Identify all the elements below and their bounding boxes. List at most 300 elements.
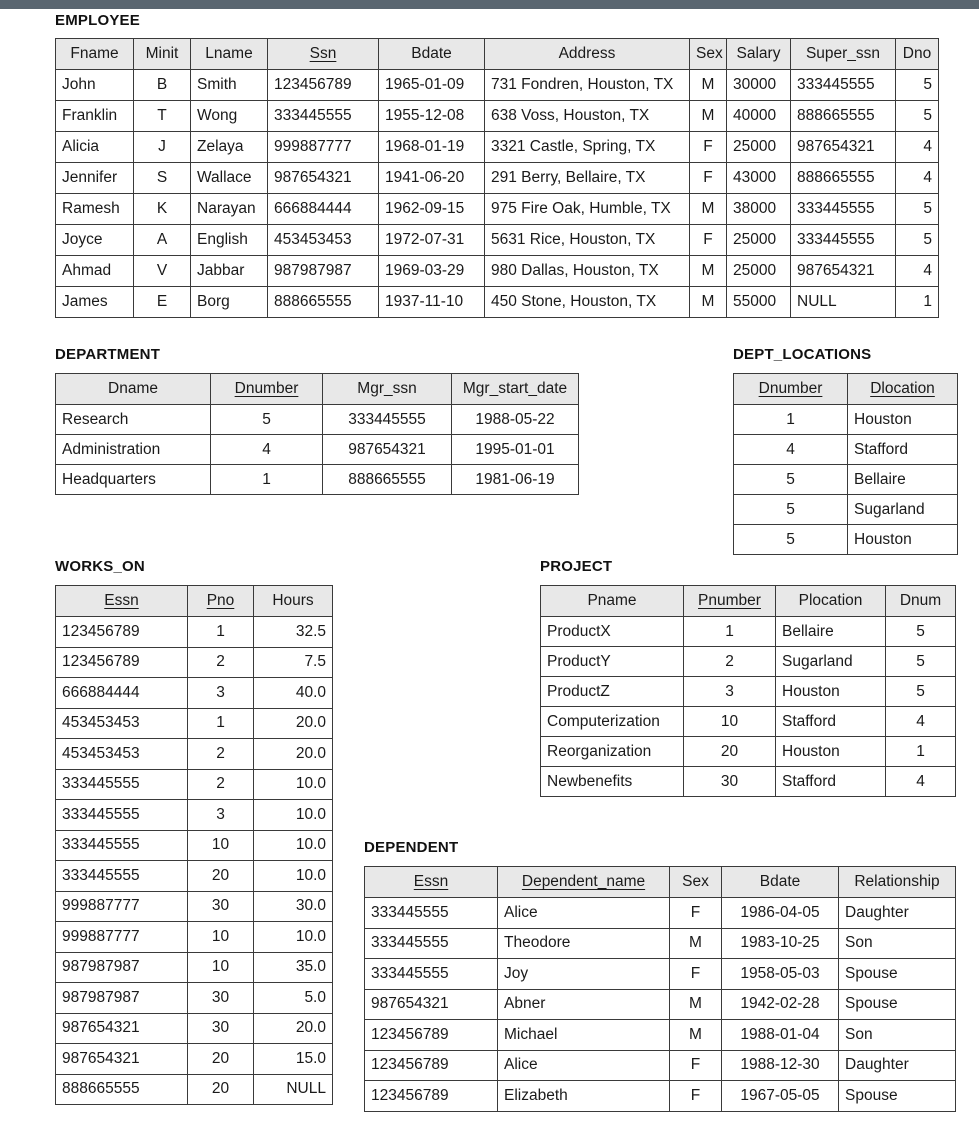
table-row [56,708,333,739]
table-cell: 888665555 [268,287,379,318]
table-cell: M [690,194,727,225]
table-cell: 2 [188,739,254,770]
table-row [365,898,956,929]
table-cell: 3 [188,678,254,709]
table-row [734,495,958,525]
table-row [365,1050,956,1081]
table-cell: 5 [734,525,848,555]
table-row [56,952,333,983]
table-cell: 123456789 [365,1020,498,1051]
table-cell: 123456789 [268,70,379,101]
table-cell: 980 Dallas, Houston, TX [485,256,690,287]
table-cell: 25000 [727,132,791,163]
table-row [56,617,333,648]
table-cell: Houston [776,677,886,707]
table-cell: Son [839,928,956,959]
table-cell: 1937-11-10 [379,287,485,318]
column-header: Dnum [886,586,956,617]
table-cell: M [690,256,727,287]
table-cell: 1955-12-08 [379,101,485,132]
column-header: Salary [727,39,791,70]
table-cell: M [690,70,727,101]
table-cell: 25000 [727,256,791,287]
table-row [56,800,333,831]
table-cell: 10.0 [254,861,333,892]
table-row [541,647,956,677]
employee-table [55,38,939,318]
table-cell: Stafford [776,707,886,737]
table-cell: A [134,225,191,256]
table-row [541,737,956,767]
table-cell: Borg [191,287,268,318]
table-row [56,256,939,287]
table-cell: 4 [896,163,939,194]
table-cell: 1968-01-19 [379,132,485,163]
table-cell: 987987987 [56,952,188,983]
table-cell: 3 [188,800,254,831]
table-cell: 666884444 [56,678,188,709]
column-header: Address [485,39,690,70]
table-cell: Jabbar [191,256,268,287]
table-row [56,163,939,194]
header-row [734,374,958,405]
table-cell: 5 [886,617,956,647]
table-cell: Daughter [839,898,956,929]
table-cell: 4 [211,435,323,465]
table-row [734,435,958,465]
table-cell: 7.5 [254,647,333,678]
table-cell: 5631 Rice, Houston, TX [485,225,690,256]
table-cell: 40.0 [254,678,333,709]
column-header: Sex [690,39,727,70]
table-cell: K [134,194,191,225]
table-cell: Alice [498,898,670,929]
table-cell: 10.0 [254,800,333,831]
table-row [56,647,333,678]
table-cell: 5 [896,70,939,101]
table-cell: Houston [776,737,886,767]
table-cell: Houston [848,525,958,555]
table-cell: 30 [684,767,776,797]
table-row [56,1013,333,1044]
table-cell: 1969-03-29 [379,256,485,287]
table-cell: 999887777 [268,132,379,163]
column-header: Minit [134,39,191,70]
table-cell: 10 [188,952,254,983]
table-cell: Ramesh [56,194,134,225]
table-cell: Alicia [56,132,134,163]
table-row [56,891,333,922]
table-cell: F [690,225,727,256]
table-cell: 1 [684,617,776,647]
table-cell: 4 [896,132,939,163]
table-cell: 1962-09-15 [379,194,485,225]
table-row [56,830,333,861]
table-cell: Spouse [839,1081,956,1112]
table-cell: 333445555 [56,769,188,800]
column-header: Pno [188,586,254,617]
table-row [541,707,956,737]
table-cell: Joyce [56,225,134,256]
table-cell: 333445555 [791,194,896,225]
table-cell: Elizabeth [498,1081,670,1112]
table-cell: F [670,1081,722,1112]
table-cell: 987987987 [268,256,379,287]
table-cell: 5 [896,194,939,225]
table-cell: 1988-05-22 [452,405,579,435]
table-row [365,989,956,1020]
table-cell: 4 [886,707,956,737]
table-cell: 1981-06-19 [452,465,579,495]
table-cell: F [670,959,722,990]
table-cell: 333445555 [365,959,498,990]
table-cell: 15.0 [254,1044,333,1075]
table-cell: Ahmad [56,256,134,287]
table-cell: 453453453 [56,708,188,739]
table-cell: Computerization [541,707,684,737]
table-row [56,101,939,132]
table-cell: 987654321 [323,435,452,465]
table-cell: Franklin [56,101,134,132]
table-cell: 3 [684,677,776,707]
table-cell: 20.0 [254,739,333,770]
table-cell: 1 [734,405,848,435]
table-cell: 975 Fire Oak, Humble, TX [485,194,690,225]
table-cell: ProductZ [541,677,684,707]
column-header: Plocation [776,586,886,617]
table-cell: M [670,1020,722,1051]
table-cell: 1986-04-05 [722,898,839,929]
table-cell: 123456789 [56,617,188,648]
table-cell: Michael [498,1020,670,1051]
table-cell: V [134,256,191,287]
table-cell: 5 [734,495,848,525]
column-header: Bdate [379,39,485,70]
table-cell: 20 [684,737,776,767]
table-row [56,405,579,435]
table-row [56,1044,333,1075]
table-cell: 10.0 [254,830,333,861]
table-cell: 10 [188,830,254,861]
table-cell: 20 [188,861,254,892]
table-cell: Wong [191,101,268,132]
table-row [541,767,956,797]
table-cell: Theodore [498,928,670,959]
column-header: Lname [191,39,268,70]
column-header: Fname [56,39,134,70]
column-header: Relationship [839,867,956,898]
table-row [56,769,333,800]
table-row [56,287,939,318]
header-row [56,374,579,405]
table-cell: 453453453 [268,225,379,256]
table-cell: 666884444 [268,194,379,225]
table-cell: 5 [211,405,323,435]
table-cell: 5 [734,465,848,495]
table-cell: Research [56,405,211,435]
table-row [56,739,333,770]
employee-title: EMPLOYEE [55,12,140,29]
table-cell: F [670,1050,722,1081]
dept-locations-table [733,373,958,555]
table-cell: 30000 [727,70,791,101]
column-header: Sex [670,867,722,898]
table-cell: 987654321 [791,132,896,163]
table-cell: 888665555 [323,465,452,495]
table-cell: 333445555 [365,898,498,929]
table-cell: Headquarters [56,465,211,495]
table-cell: Spouse [839,959,956,990]
table-cell: 35.0 [254,952,333,983]
header-row [56,586,333,617]
column-header: Ssn [268,39,379,70]
table-cell: 30 [188,983,254,1014]
table-cell: M [690,287,727,318]
table-cell: 888665555 [791,101,896,132]
table-cell: 5 [886,677,956,707]
table-cell: 1995-01-01 [452,435,579,465]
table-row [365,928,956,959]
table-cell: 987654321 [56,1013,188,1044]
table-cell: 2 [188,647,254,678]
table-cell: Abner [498,989,670,1020]
column-header: Dlocation [848,374,958,405]
table-cell: Stafford [776,767,886,797]
table-row [56,678,333,709]
project-table [540,585,956,797]
table-cell: 291 Berry, Bellaire, TX [485,163,690,194]
table-cell: 4 [734,435,848,465]
table-cell: J [134,132,191,163]
column-header: Dno [896,39,939,70]
table-cell: 987654321 [56,1044,188,1075]
table-cell: 987654321 [268,163,379,194]
table-cell: 1941-06-20 [379,163,485,194]
table-cell: 987654321 [365,989,498,1020]
table-cell: M [670,928,722,959]
table-row [734,525,958,555]
header-row [365,867,956,898]
table-cell: 999887777 [56,891,188,922]
department-title: DEPARTMENT [55,346,161,363]
table-cell: 10 [188,922,254,953]
table-cell: 333445555 [56,830,188,861]
table-cell: M [690,101,727,132]
table-row [734,465,958,495]
table-cell: S [134,163,191,194]
table-cell: 333445555 [365,928,498,959]
table-cell: John [56,70,134,101]
table-cell: 1 [188,708,254,739]
table-cell: 123456789 [365,1081,498,1112]
table-cell: Narayan [191,194,268,225]
table-cell: 1942-02-28 [722,989,839,1020]
table-cell: 999887777 [56,922,188,953]
department-table [55,373,579,495]
table-cell: Sugarland [848,495,958,525]
table-cell: 40000 [727,101,791,132]
column-header: Hours [254,586,333,617]
top-bar [0,0,979,9]
table-cell: Smith [191,70,268,101]
table-cell: 25000 [727,225,791,256]
table-cell: 1 [886,737,956,767]
table-cell: 333445555 [56,800,188,831]
table-cell: Zelaya [191,132,268,163]
table-cell: 333445555 [791,70,896,101]
table-row [56,861,333,892]
table-row [56,194,939,225]
table-cell: 1 [211,465,323,495]
table-cell: 333445555 [56,861,188,892]
table-row [56,465,579,495]
header-row [541,586,956,617]
works-on-table [55,585,333,1105]
table-cell: 20 [188,1044,254,1075]
table-cell: M [670,989,722,1020]
table-cell: 1958-05-03 [722,959,839,990]
table-cell: NULL [791,287,896,318]
table-cell: Spouse [839,989,956,1020]
table-cell: Reorganization [541,737,684,767]
table-cell: 30 [188,891,254,922]
table-cell: 987654321 [791,256,896,287]
table-row [56,132,939,163]
table-cell: 5.0 [254,983,333,1014]
table-row [56,435,579,465]
table-row [734,405,958,435]
table-row [56,1074,333,1105]
table-cell: 32.5 [254,617,333,648]
table-cell: F [690,132,727,163]
table-cell: NULL [254,1074,333,1105]
table-cell: 20 [188,1074,254,1105]
column-header: Dnumber [734,374,848,405]
table-cell: 123456789 [365,1050,498,1081]
column-header: Mgr_start_date [452,374,579,405]
table-cell: English [191,225,268,256]
column-header: Mgr_ssn [323,374,452,405]
table-cell: 1967-05-05 [722,1081,839,1112]
table-cell: T [134,101,191,132]
table-cell: 731 Fondren, Houston, TX [485,70,690,101]
table-cell: 30.0 [254,891,333,922]
table-cell: Bellaire [776,617,886,647]
table-cell: 987987987 [56,983,188,1014]
table-cell: 333445555 [268,101,379,132]
table-cell: 30 [188,1013,254,1044]
column-header: Essn [365,867,498,898]
table-cell: Son [839,1020,956,1051]
column-header: Super_ssn [791,39,896,70]
dependent-table [364,866,956,1112]
table-cell: 2 [684,647,776,677]
table-row [365,1081,956,1112]
table-cell: 10 [684,707,776,737]
table-cell: 638 Voss, Houston, TX [485,101,690,132]
table-cell: 1983-10-25 [722,928,839,959]
table-cell: 1988-01-04 [722,1020,839,1051]
table-cell: 4 [896,256,939,287]
works-on-title: WORKS_ON [55,558,145,575]
table-cell: Wallace [191,163,268,194]
table-cell: 123456789 [56,647,188,678]
table-cell: 5 [896,225,939,256]
column-header: Dname [56,374,211,405]
table-cell: 2 [188,769,254,800]
table-cell: 43000 [727,163,791,194]
table-cell: 888665555 [791,163,896,194]
table-cell: 450 Stone, Houston, TX [485,287,690,318]
table-row [541,677,956,707]
table-cell: Bellaire [848,465,958,495]
table-cell: ProductX [541,617,684,647]
dependent-title: DEPENDENT [364,839,459,856]
table-cell: Daughter [839,1050,956,1081]
table-cell: Jennifer [56,163,134,194]
table-cell: 55000 [727,287,791,318]
table-cell: 1988-12-30 [722,1050,839,1081]
project-title: PROJECT [540,558,613,575]
table-cell: Newbenefits [541,767,684,797]
table-row [56,922,333,953]
table-cell: Alice [498,1050,670,1081]
table-cell: F [690,163,727,194]
table-row [365,959,956,990]
table-cell: Joy [498,959,670,990]
table-cell: 5 [896,101,939,132]
table-row [56,70,939,101]
table-cell: 4 [886,767,956,797]
table-row [56,983,333,1014]
table-cell: 333445555 [323,405,452,435]
table-cell: 453453453 [56,739,188,770]
table-cell: 1 [896,287,939,318]
table-cell: B [134,70,191,101]
table-cell: 333445555 [791,225,896,256]
table-cell: Stafford [848,435,958,465]
table-cell: 1972-07-31 [379,225,485,256]
table-cell: F [670,898,722,929]
table-row [541,617,956,647]
column-header: Pnumber [684,586,776,617]
column-header: Essn [56,586,188,617]
table-cell: 5 [886,647,956,677]
table-cell: 1 [188,617,254,648]
table-cell: E [134,287,191,318]
dept-locations-title: DEPT_LOCATIONS [733,346,872,363]
column-header: Dependent_name [498,867,670,898]
table-row [365,1020,956,1051]
table-cell: James [56,287,134,318]
header-row [56,39,939,70]
column-header: Pname [541,586,684,617]
table-cell: ProductY [541,647,684,677]
table-row [56,225,939,256]
table-cell: Sugarland [776,647,886,677]
table-cell: 38000 [727,194,791,225]
table-cell: 3321 Castle, Spring, TX [485,132,690,163]
table-cell: Houston [848,405,958,435]
table-cell: 10.0 [254,922,333,953]
table-cell: Administration [56,435,211,465]
table-cell: 1965-01-09 [379,70,485,101]
column-header: Dnumber [211,374,323,405]
table-cell: 20.0 [254,1013,333,1044]
table-cell: 888665555 [56,1074,188,1105]
table-cell: 20.0 [254,708,333,739]
table-cell: 10.0 [254,769,333,800]
